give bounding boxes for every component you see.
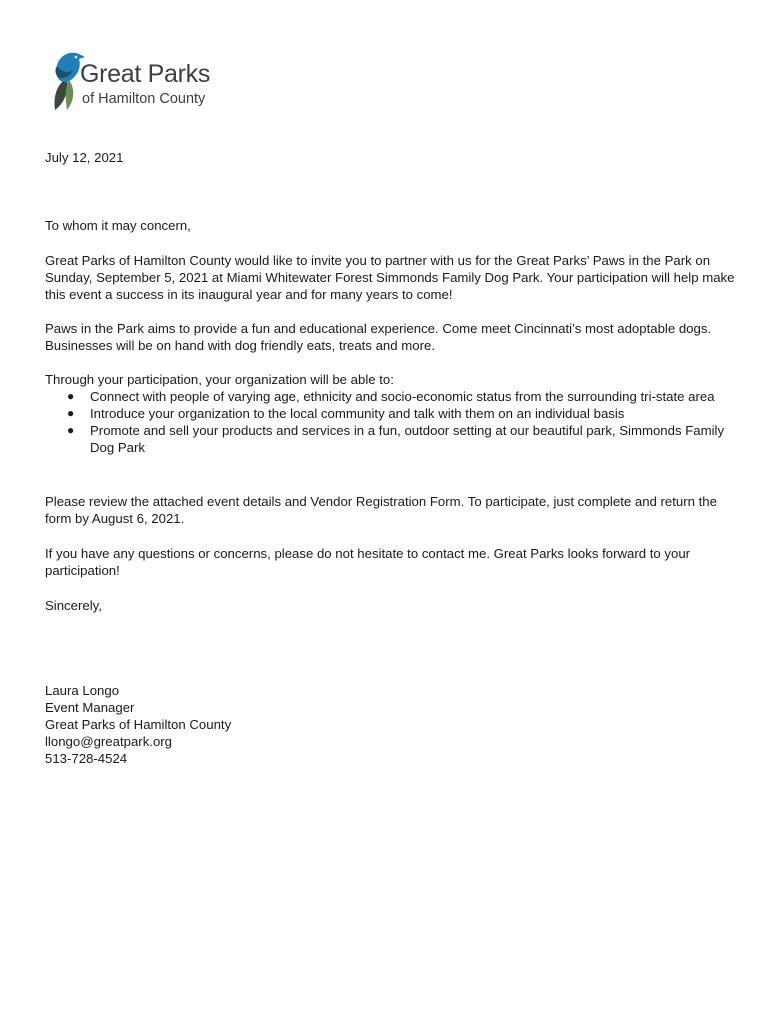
closing: Sincerely, xyxy=(45,598,102,613)
list-item xyxy=(45,405,735,422)
paragraph-invitation: Great Parks of Hamilton County would like to invite you to partner with us for the Great Parks’ Paws in the Park on Sunday, September 5, 2021 at Miami Whitewater Forest Simmonds Family Dog Park. Your participation will help make this event a success in its inaugural year and for many years to come! xyxy=(45,253,735,302)
paragraph-benefits-intro: Through your participation, your organization will be able to: xyxy=(45,372,394,387)
list-item-text: Promote and sell your products and services in a fun, outdoor setting at our beautiful park, Simmonds Family Dog Park xyxy=(90,423,725,455)
paragraph-event-description: Paws in the Park aims to provide a fun and educational experience. Come meet Cincinnati’s most adoptable dogs. Businesses will be on hand with dog friendly eats, treats and more. xyxy=(45,321,712,353)
bullet-icon: ● xyxy=(67,406,75,420)
logo-subtitle: of Hamilton County xyxy=(82,91,206,107)
signer-phone: 513-728-4524 xyxy=(45,751,128,766)
signer-organization: Great Parks of Hamilton County xyxy=(45,717,232,732)
signature-block xyxy=(45,682,735,767)
list-item xyxy=(45,388,735,405)
signer-title: Event Manager xyxy=(45,700,135,715)
paragraph-registration: Please review the attached event details and Vendor Registration Form. To participate, just complete and return the form by August 6, 2021. xyxy=(45,494,717,526)
list-item xyxy=(45,422,735,456)
signer-email: llongo@greatpark.org xyxy=(45,734,173,749)
list-item-text: Connect with people of varying age, ethnicity and socio-economic status from the surrounding tri-state area xyxy=(90,389,715,404)
letter-date: July 12, 2021 xyxy=(45,150,124,165)
list-item-text: Introduce your organization to the local community and talk with them on an individual basis xyxy=(90,406,625,421)
benefits-list xyxy=(45,388,735,456)
bullet-icon: ● xyxy=(67,423,75,437)
great-parks-logo xyxy=(49,48,224,112)
logo-title: Great Parks xyxy=(80,60,211,88)
signer-name: Laura Longo xyxy=(45,683,120,698)
salutation: To whom it may concern, xyxy=(45,218,191,233)
bullet-icon: ● xyxy=(67,389,75,403)
paragraph-contact: If you have any questions or concerns, please do not hesitate to contact me. Great Parks looks forward to your participation! xyxy=(45,546,691,578)
